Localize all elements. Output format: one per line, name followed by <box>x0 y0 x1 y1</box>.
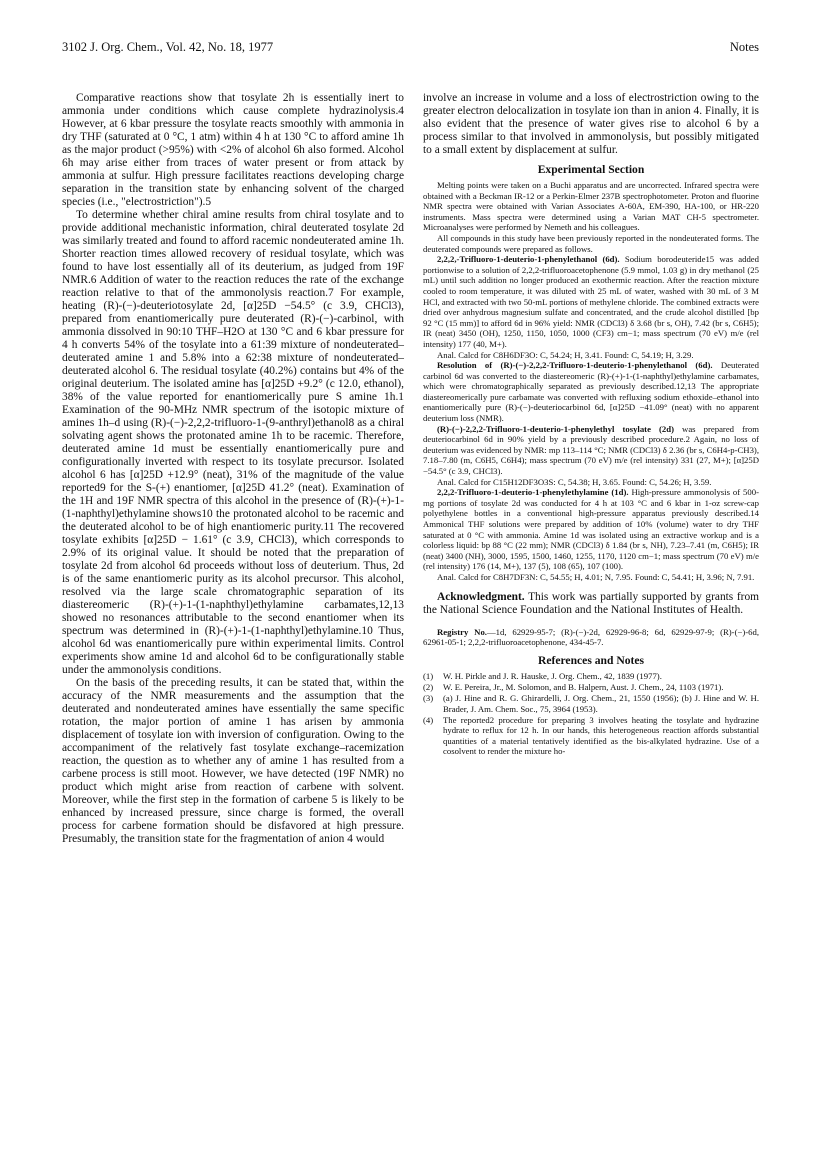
left-column <box>62 92 404 846</box>
analysis-line: Anal. Calcd for C15H12DF3O3S: C, 54.38; H, 3.65. Found: C, 54.26; H, 3.59. <box>437 476 712 487</box>
reference-number: (2) <box>423 681 434 692</box>
compound-text: High-pressure ammonolysis of 500-mg portions of tosylate 2d was conducted for 4 h at 103 °C and 6 kbar in 1-oz screw-cap polyethylene bottles in a conventional high-pressure apparatus previously described.14 Ammonical THF solutions were prepared by addition of 10% (volume) water to dry THF saturated at 0 °C with ammonia. Amine 1d was isolated using an extractive workup and is a colorless liquid: bp 88 °C (22 mm); NMR (CDCl3) δ 1.84 (br s, NH), 7.23–7.41 (m, C6H5); IR (neat) 3400 (NH), 3000, 1595, 1500, 1460, 1255, 1170, 1120 cm−1; mass spectrum (70 eV) m/e (rel intensity) 176 (14, M+), 137 (5), 108 (65), 107 (100). <box>423 487 759 572</box>
references-heading: References and Notes <box>537 653 645 667</box>
body-paragraph: On the basis of the preceding results, it can be stated that, within the accuracy of the NMR measurements and the assumption that the deuterated and nondeuterated amines have essentially the same specific rotation, the major portion of amine 1 has arisen by ammonia displacement of tosylate ion with inversion of configuration. Owing to the accompaniment of the relatively fast tosylate exchange–racemization reaction, the question as to whether any of amine 1 has resulted from a carbene process is still moot. However, we have detected (19F NMR) no product which might arise from reaction of carbene with solvent. Moreover, while the first step in the formation of carbene 5 is likely to be enhanced by increased pressure, since charge is formed, the overall process for carbene formation should be disfavored at high pressure. Presumably, the transition state for the fragmentation of anion 4 would <box>62 677 404 845</box>
reference-text: W. H. Pirkle and J. R. Hauske, J. Org. Chem., 42, 1839 (1977). <box>443 670 662 681</box>
compound-procedure <box>423 360 759 424</box>
reference-item <box>423 715 759 757</box>
body-paragraph: To determine whether chiral amine results from chiral tosylate and to provide additional mechanistic information, chiral deuterated tosylate 2d was similarly treated and found to afford racemic nondeuterated amine 1h. Shorter reaction times allowed recovery of residual tosylate, which was found to have lost essentially all of its deuterium, as judged from 19F NMR.6 Addition of water to the reaction reduces the rate of the exchange reaction relative to that of the ammonolysis reaction.7 For example, heating (R)-(−)-deuteriotosylate 2d, [α]25D −54.5° (c 3.9, CHCl3), prepared from enantiomerically pure deuterated (R)-(−)-carbinol, with ammonia dissolved in 90:10 THF–H2O at 130 °C and 6 kbar pressure for 4 h converts 54% of the tosylate into a 61:39 mixture of nondeuterated–deuterated amine 1 and 5.8% into a 62:38 mixture of nondeuterated–deuterated alcohol 6. The residual tosylate (40.2%) contains but 4% of the original deuterium. The isolated amine has [α]25D +9.2° (c 12.0, ethanol), 38% of the value reported for enantiomerically pure S amine 1h.1 Examination of the 90-MHz NMR spectrum of the isotopic mixture of amines 1h–d using (R)-(−)-2,2,2-trifluoro-1-(9-anthryl)ethanol8 as a chiral solvating agent shows the protonated amine 1h to be racemic. Therefore, deuterated amine 1d must be essentially enantiomerically pure and configurationally inverted with respect to its tosylate precursor. Isolated alcohol 6 has [α]25D +12.9° (neat), 31% of the magnitude of the value reported9 for the S-(+) enantiomer, [α]25D 41.2° (neat). Examination of the 1H and 19F NMR spectra of this alcohol in the presence of (R)-(+)-1-(1-naphthyl)ethylamine shows10 the protonated alcohol to be racemic and the deuterated alcohol to be of high enantiomeric purity.11 The recovered tosylate exhibits [α]25D − 1.61° (c 3.9, CHCl3), which corresponds to 2.9% of its original value. It should be noted that the preparation of tosylate 2d from alcohol 6d proceeds without loss of deuterium. Thus, 2d is of the same enantiomeric purity as its alcohol precursor. This alcohol, resolved via the large scale chromatographic separation of its diastereomeric (R)-(+)-1-(1-naphthyl)ethylamine carbamates,12,13 showed no resonances attributable to the second enantiomer when its spectrum was determined in (R)-(+)-1-(1-naphthyl)ethylamine.10 Thus, alcohol 6d was enantiomerically pure within experimental limits. Control experiments show amine 1d and alcohol 6d to be configurationally stable under the ammonolysis conditions. <box>62 209 404 676</box>
analysis-line: Anal. Calcd for C8H7DF3N: C, 54.55; H, 4.01; N, 7.95. Found: C, 54.41; H, 3.96; N, 7.91. <box>437 571 755 582</box>
experimental-section <box>423 180 759 583</box>
section-label: Notes <box>729 40 759 54</box>
compound-text: Deuterated carbinol 6d was converted to the diastereomeric (R)-(+)-1-(1-naphthyl)ethylamine carbamates, which were chromatographically separated as previously described.12,13 The appropriate diastereomerically pure carbamate was converted with refluxing sodium ethoxide–ethanol into enantiomerically pure (R)-(−)-deuteriocarbinol 6d, [α]25D −41.09° (neat) with no apparent deuterium loss (NMR). <box>423 360 759 424</box>
running-header <box>62 40 759 58</box>
right-column <box>423 92 759 758</box>
compound-text: was prepared from deuteriocarbinol 6d in 90% yield by a previously described procedure.2 Again, no loss of deuterium was evidenced by NMR: mp 113–114 °C; NMR (CDCl3) δ 2.36 (br s, C6H4-p-CH3), 7.18–7.80 (m, C6H5, C6H4); mass spectrum (70 eV) m/e (rel intensity) 331 (27, M+); [α]25D −54.5° (c 3.9, CHCl3). <box>423 423 759 477</box>
registry-label: Registry No. <box>437 626 487 637</box>
acknowledgment <box>423 591 759 617</box>
compound-title: Resolution of (R)-(−)-2,2,2-Trifluoro-1-deuterio-1-phenylethanol (6d). <box>437 360 713 371</box>
methods-paragraph: Melting points were taken on a Buchi apparatus and are uncorrected. Infrared spectra were obtained with a Beckman IR-12 or a Perkin-Elmer 237B spectrophotometer. Proton and fluorine NMR spectra were obtained with Varian Associates A-60A, EM-390, HA-100, or HR-220 instruments. Mass spectra were determined using a Varian MAT CH-5 spectrometer. Microanalyses were performed by Nemeth and his colleagues. <box>423 180 759 233</box>
compound-text: Sodium borodeuteride15 was added portionwise to a solution of 2,2,2-trifluoroacetophenone (5.9 mmol, 1.03 g) in dry methanol (25 mL) until such addition no longer produced an exothermic reaction. After the reaction mixture cooled to room temperature, it was diluted with 25 mL of water, washed with 30 mL of 3 M HCl, and extracted with two 50-mL portions of methylene chloride. The combined extracts were dried over anhydrous magnesium sulfate and concentrated, and the crude alcohol distilled [bp 92 °C (15 mm)] to afford 6d in 96% yield: NMR (CDCl3) δ 3.68 (br s, OH), 7.42 (br s, C6H5); IR (neat) 3450 (OH), 1250, 1150, 1050, 1000 (CF3) cm−1; mass spectrum (70 eV) m/e (rel intensity) 177 (40, M+). <box>423 254 759 349</box>
compound-procedure <box>423 487 759 572</box>
registry-numbers <box>423 627 759 648</box>
compound-procedure <box>423 254 759 349</box>
body-paragraph: involve an increase in volume and a loss of electrostriction owing to the greater electron delocalization in tosylate ion than in anion 4. Finally, it is also evident that the presence of water gives rise to alcohol 6 by a process similar to that involved in ammonolysis, but possibly mitigated to a small extent by displacement at sulfur. <box>423 92 759 156</box>
reference-number: (1) <box>423 670 434 681</box>
acknowledgment-text: This work was partially supported by grants from the National Science Foundation and the National Institutes of Health. <box>423 590 759 616</box>
reference-text: W. E. Pereira, Jr., M. Solomon, and B. Halpern, Aust. J. Chem., 24, 1103 (1971). <box>443 681 724 692</box>
reference-item <box>423 682 759 693</box>
reference-text: (a) J. Hine and R. G. Ghirardelli, J. Org. Chem., 21, 1550 (1956); (b) J. Hine and W. H. Brader, J. Am. Chem. Soc., 75, 3964 (1953). <box>443 692 759 714</box>
analysis-line: Anal. Calcd for C8H6DF3O: C, 54.24; H, 3.41. Found: C, 54.19; H, 3.29. <box>437 349 694 360</box>
compound-title: 2,2,2,-Trifluoro-1-deuterio-1-phenylethanol (6d). <box>437 254 620 265</box>
compound-title: 2,2,2-Trifluoro-1-deuterio-1-phenylethylamine (1d). <box>437 487 629 498</box>
compound-procedure <box>423 424 759 477</box>
reference-list <box>423 671 759 757</box>
reference-text: The reported2 procedure for preparing 3 involves heating the tosylate and hydrazine hydrate to reflux for 12 h. In our hands, this heterogeneous reaction affords substantial quantities of a material tentatively identified as the bis-alkylated hydrazine. Use of a cosolvent to render the mixture ho- <box>443 714 759 757</box>
reference-number: (4) <box>423 714 434 725</box>
compound-title: (R)-(−)-2,2,2-Trifluoro-1-deuterio-1-phenylethyl tosylate (2d) <box>437 423 674 434</box>
acknowledgment-label: Acknowledgment. <box>437 590 525 603</box>
methods-paragraph: All compounds in this study have been previously reported in the nondeuterated forms. The deuterated compounds were prepared as follows. <box>423 232 759 254</box>
reference-item <box>423 671 759 682</box>
reference-item <box>423 693 759 714</box>
body-paragraph: Comparative reactions show that tosylate 2h is essentially inert to ammonia under conditions which cause complete hydrazinolysis.4 However, at 6 kbar pressure the tosylate reacts smoothly with ammonia in dry THF (saturated at 0 °C, 1 atm) within 4 h at 130 °C to afford amine 1h as the major product (>95%) with <2% of alcohol 6h also formed. Alcohol 6h may arise either from traces of water present or from attack by ammonia at sulfur. High pressure facilitates reactions developing charge separation in the transition state by enhancing solvent of the charged species (i.e., "electrostriction").5 <box>62 92 404 208</box>
reference-number: (3) <box>423 692 434 703</box>
registry-text: —1d, 62929-95-7; (R)-(−)-2d, 62929-96-8; 6d, 62929-97-9; (R)-(−)-6d, 62961-05-1; 2,2,2-trifluoroacetophenone, 434-45-7. <box>423 626 760 648</box>
experimental-heading: Experimental Section <box>537 163 645 176</box>
journal-citation: 3102 J. Org. Chem., Vol. 42, No. 18, 1977 <box>62 40 274 54</box>
